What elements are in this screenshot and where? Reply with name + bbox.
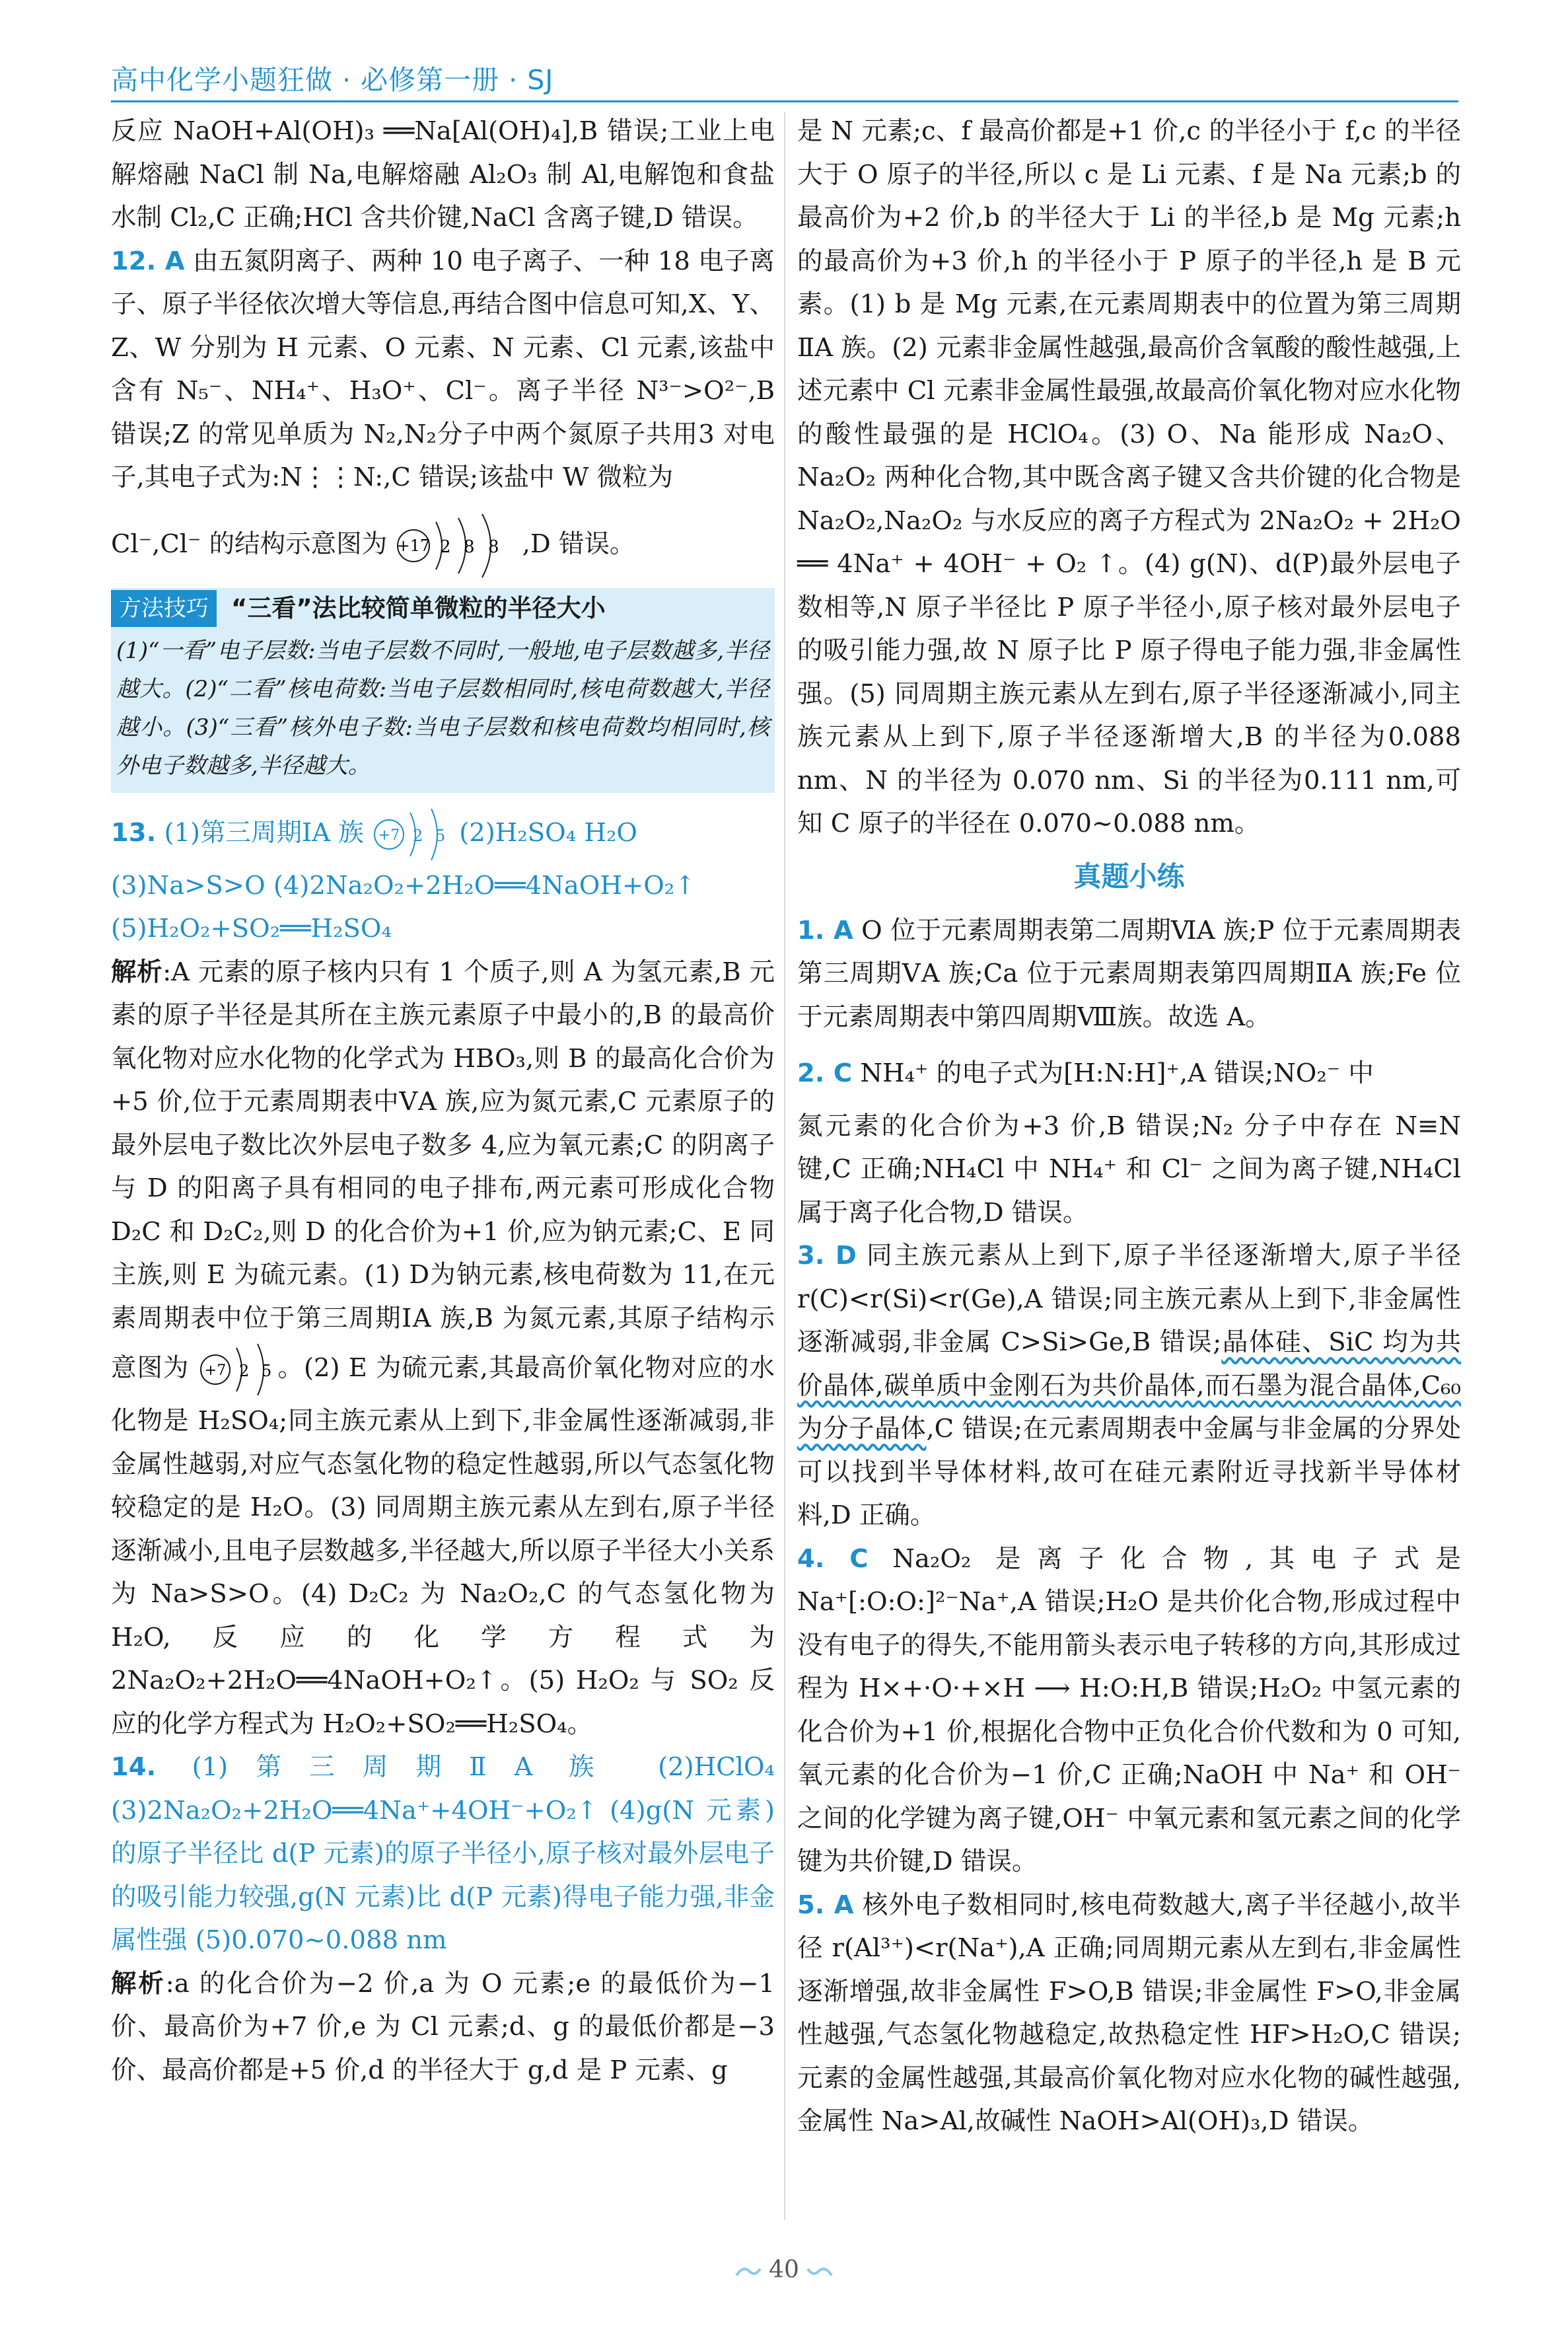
- n-atom-structure-diagram-answer: [372, 805, 451, 864]
- q13-exp2: 。(2) E 为硫元素,其最高价氧化物对应的水化物是 H₂SO₄;同主族元素从上到下,非金属性逐渐减弱,非金属性越弱,对应气态氢化物的稳定性越弱,所以气态氢化物较稳定的是 H₂O。(3) 同周期主族元素从左到右,原子半径逐渐减小,且电子层数越多,半径越大,所以原子半径大小关系为 Na>S>O。(4) D₂C₂ 为 Na₂O₂,C 的气态氢化物为 H₂O,反应的化学方程式为 2Na₂O₂+2H₂O══4NaOH+O₂↑。(5) H₂O₂ 与 SO₂ 反应的化学方程式为 H₂O₂+SO₂══H₂SO₄。: [111, 1353, 775, 1739]
- right-column: [797, 110, 1461, 2143]
- q14-exp: :a 的化合价为−2 价,a 为 O 元素;e 的最低价为−1 价、最高价为+7 价,e 为 Cl 元素;d、g 的最低价都是−3价、最高价都是+5 价,d 的半径大于 g,d 是 P 元素、g: [111, 1968, 775, 2085]
- n-shell-2-answer: 5: [435, 826, 446, 845]
- n-nucleus: +7: [204, 1362, 226, 1379]
- q13-label: 13.: [111, 817, 157, 848]
- column-divider: [784, 112, 785, 2220]
- cl-shell-3: 8: [488, 536, 499, 557]
- q13-explanation: [111, 951, 775, 1746]
- q12: [111, 240, 775, 499]
- cl-shell-2: 8: [464, 536, 475, 557]
- page-footer: [0, 2256, 1568, 2283]
- n-atom-structure-diagram: [198, 1340, 277, 1399]
- tips-header: [111, 588, 775, 629]
- header-rule: [111, 100, 1458, 102]
- n-shell-2: 5: [261, 1362, 271, 1380]
- exam-q2-label: 2. C: [797, 1058, 853, 1088]
- q13-ans4: (5)H₂O₂+SO₂══H₂SO₄: [111, 914, 392, 943]
- q13-ans1: (1)第三周期ⅠA 族: [164, 817, 364, 848]
- exam-q3: [797, 1234, 1461, 1537]
- exam-q3-text-a: 同主族元素从上到下,原子半径逐渐增大,原子半径 r(C)<r(Si)<r(Ge),A 错误;同主族元素从上到下,非金属性逐渐减弱,非金属 C>Si>Ge,B 错误;: [797, 1241, 1461, 1357]
- section-title: 真题小练: [1073, 860, 1185, 893]
- q14-explanation-continued: 是 N 元素;c、f 最高价都是+1 价,c 的半径小于 f,c 的半径大于 O 原子的半径,所以 c 是 Li 元素、f 是 Na 元素;b 的最高价为+2 价,b 的半径大于 Li 的半径,b 是 Mg 元素;h 的最高价为+3 价,h 的半径小于 P 原子的半径,h 是 B 元素。(1) b 是 Mg 元素,在元素周期表中的位置为第三周期ⅡA 族。(2) 元素非金属性越强,最高价含氧酸的酸性越强,上述元素中 Cl 元素非金属性最强,故最高价氧化物对应水化物的酸性最强的是 HClO₄。(3) O、Na 能形成 Na₂O、Na₂O₂ 两种化合物,其中既含离子键又含共价键的化合物是 Na₂O₂,Na₂O₂ 与水反应的离子方程式为 2Na₂O₂ + 2H₂O ══ 4Na⁺ + 4OH⁻ + O₂ ↑。(4) g(N)、d(P)最外层电子数相等,N 原子半径比 P 原子半径小,原子核对最外层电子的吸引能力强,故 N 原子比 P 原子得电子能力强,非金属性强。(5) 同周期主族元素从左到右,原子半径逐渐减小,同主族元素从上到下,原子半径逐渐增大,B 的半径为0.088 nm、N 的半径为 0.070 nm、Si 的半径为0.111 nm,可知 C 原子的半径在 0.070~0.088 nm。: [797, 116, 1461, 838]
- q14-explanation: [111, 1962, 775, 2092]
- cl-ion-structure-diagram: [395, 513, 514, 579]
- page-number: 40: [769, 2256, 799, 2283]
- exam-q1-label: 1. A: [797, 915, 853, 945]
- n-nucleus-answer: +7: [378, 827, 400, 844]
- method-tips-box: [111, 588, 775, 793]
- tips-tag: 方法技巧: [111, 590, 217, 627]
- q14-ans: (1)第三周期ⅡA 族 (2)HClO₄ (3)2Na₂O₂+2H₂O══4Na⁺+4OH⁻+O₂↑ (4)g(N 元素)的原子半径比 d(P 元素)的原子半径小,原子核对最外层电子的吸引能力较强,g(N 元素)比 d(P 元素)得电子能力强,非金属性强 (5)0.070~0.088 nm: [111, 1752, 775, 1955]
- book-title: 高中化学小题狂做 · 必修第一册 · SJ: [111, 64, 554, 96]
- cl-nucleus: +17: [397, 536, 431, 555]
- exam-q3-text-b: ,C 错误;在元素周期表中金属与非金属的分界处可以找到半导体材料,故可在硅元素附近寻找新半导体材料,D 正确。: [797, 1414, 1461, 1530]
- q12-text-a: 由五氮阴离子、两种 10 电子离子、一种 18 电子离子、原子半径依次增大等信息,再结合图中信息可知,X、Y、Z、W 分别为 H 元素、O 元素、N 元素、Cl 元素,该盐中含有 N₅⁻、NH₄⁺、H₃O⁺、Cl⁻。离子半径 N³⁻>O²⁻,B 错误;Z 的常见单质为 N₂,N₂分子中两个氮原子共用3 对电子,其电子式为:N⋮⋮N:,C 错误;该盐中 W 微粒为: [111, 246, 775, 492]
- q14-jiexi-label: 解析: [111, 1968, 166, 1999]
- q13-exp1: :A 元素的原子核内只有 1 个质子,则 A 为氢元素,B 元素的原子半径是其所在主族元素原子中最小的,B 的最高价氧化物对应水化物的化学式为 HBO₃,则 B 的最高化合价为+5 价,位于元素周期表中ⅤA 族,应为氮元素,C 元素原子的最外层电子数比次外层电子数多 4,应为氧元素;C 的阴离子与 D 的阳离子具有相同的电子排布,两元素可形成化合物 D₂C 和 D₂C₂,则 D 的化合价为+1 价,应为钠元素;C、E 同主族,则 E 为硫元素。(1) D为钠元素,核电荷数为 11,在元素周期表中位于第三周期ⅠA 族,B 为氮元素,其原子结构示意图为: [111, 957, 775, 1383]
- exam-q3-wavy-text: 晶体硅、SiC 均为共价晶体,碳单质中金刚石为共价晶体,而石墨为混合晶体,C₆₀ 为分子晶体: [797, 1327, 1461, 1444]
- exam-q2-text-a: NH₄⁺ 的电子式为[H:N:H]⁺,A 错误;NO₂⁻ 中: [860, 1058, 1374, 1088]
- q12-tail: [111, 513, 775, 579]
- q12-text-b1: Cl⁻,Cl⁻ 的结构示意图为: [111, 529, 388, 559]
- tips-title: “三看”法比较简单微粒的半径大小: [231, 593, 606, 622]
- page-header: [111, 58, 1458, 97]
- left-wave-icon: [735, 2264, 762, 2279]
- exam-q2: [797, 1052, 1461, 1095]
- cl-shell-1: 2: [440, 536, 451, 557]
- left-column: [111, 110, 775, 2092]
- exam-q2-cont: 氮元素的化合价为+3 价,B 错误;N₂ 分子中存在 N≡N 键,C 正确;NH₄Cl 中 NH₄⁺ 和 Cl⁻ 之间为离子键,NH₄Cl 属于离子化合物,D 错误。: [797, 1111, 1461, 1228]
- q14-label: 14.: [111, 1752, 157, 1782]
- q13-jiexi-label: 解析: [111, 957, 163, 987]
- n-shell-1-answer: 2: [413, 826, 423, 845]
- q13-answer-line1: [111, 805, 775, 864]
- q14-answer: [111, 1746, 775, 1962]
- exam-q4-text: Na₂O₂ 是离子化合物,其电子式是 Na⁺[:O:O:]²⁻Na⁺,A 错误;H₂O 是共价化合物,形成过程中没有电子的得失,不能用箭头表示电子转移的方向,其形成过程为 H×+·O·+×H ⟶ H:O:H,B 错误;H₂O₂ 中氢元素的化合价为+1 价,根据化合物中正负化合价代数和为 0 可知,氧元素的化合价为−1 价,C 正确;NaOH 中 Na⁺ 和 OH⁻ 之间的化学键为离子键,OH⁻ 中氧元素和氢元素之间的化学键为共价键,D 错误。: [797, 1543, 1461, 1876]
- exam-q1: [797, 909, 1461, 1039]
- q12-text-b2: ,D 错误。: [522, 529, 635, 559]
- n-shell-1: 2: [238, 1362, 249, 1380]
- q12-label: 12. A: [111, 246, 185, 276]
- exam-q5-label: 5. A: [797, 1890, 854, 1920]
- q13-ans2: (2)H₂SO₄ H₂O: [459, 817, 637, 848]
- q11-continuation: 反应 NaOH+Al(OH)₃ ══Na[Al(OH)₄],B 错误;工业上电解熔融 NaCl 制 Na,电解熔融 Al₂O₃ 制 Al,电解饱和食盐水制 Cl₂,C 正确;HCl 含共价键,NaCl 含离子键,D 错误。: [111, 116, 775, 233]
- exam-q4: [797, 1537, 1461, 1884]
- tips-body: (1)“一看”电子层数:当电子层数不同时,一般地,电子层数越多,半径越大。(2)“二看”核电荷数:当电子层数相同时,核电荷数越大,半径越小。(3)“三看”核外电子数:当电子层数和核电荷数均相同时,核外电子数越多,半径越大。: [116, 637, 769, 779]
- exam-q4-label: 4. C: [797, 1543, 869, 1574]
- q13-ans3: (3)Na>S>O (4)2Na₂O₂+2H₂O══4NaOH+O₂↑: [111, 870, 696, 901]
- exam-q3-label: 3. D: [797, 1241, 857, 1271]
- exam-q1-text: O 位于元素周期表第二周期ⅥA 族;P 位于元素周期表第三周期ⅤA 族;Ca 位于元素周期表第四周期ⅡA 族;Fe 位于元素周期表中第四周期Ⅷ族。故选 A。: [797, 915, 1462, 1032]
- exam-q5: [797, 1884, 1461, 2143]
- exam-q5-text: 核外电子数相同时,核电荷数越大,离子半径越小,故半径 r(Al³⁺)<r(Na⁺),A 正确;同周期元素从左到右,非金属性逐渐增强,故非金属性 F>O,B 错误;非金属性 F>O,非金属性越强,气态氢化物越稳定,故热稳定性 HF>H₂O,C 错误;元素的金属性越强,其最高价氧化物对应水化物的碱性越强,金属性 Na>Al,故碱性 NaOH>Al(OH)₃,D 错误。: [797, 1890, 1461, 2136]
- right-wave-icon: [806, 2264, 833, 2279]
